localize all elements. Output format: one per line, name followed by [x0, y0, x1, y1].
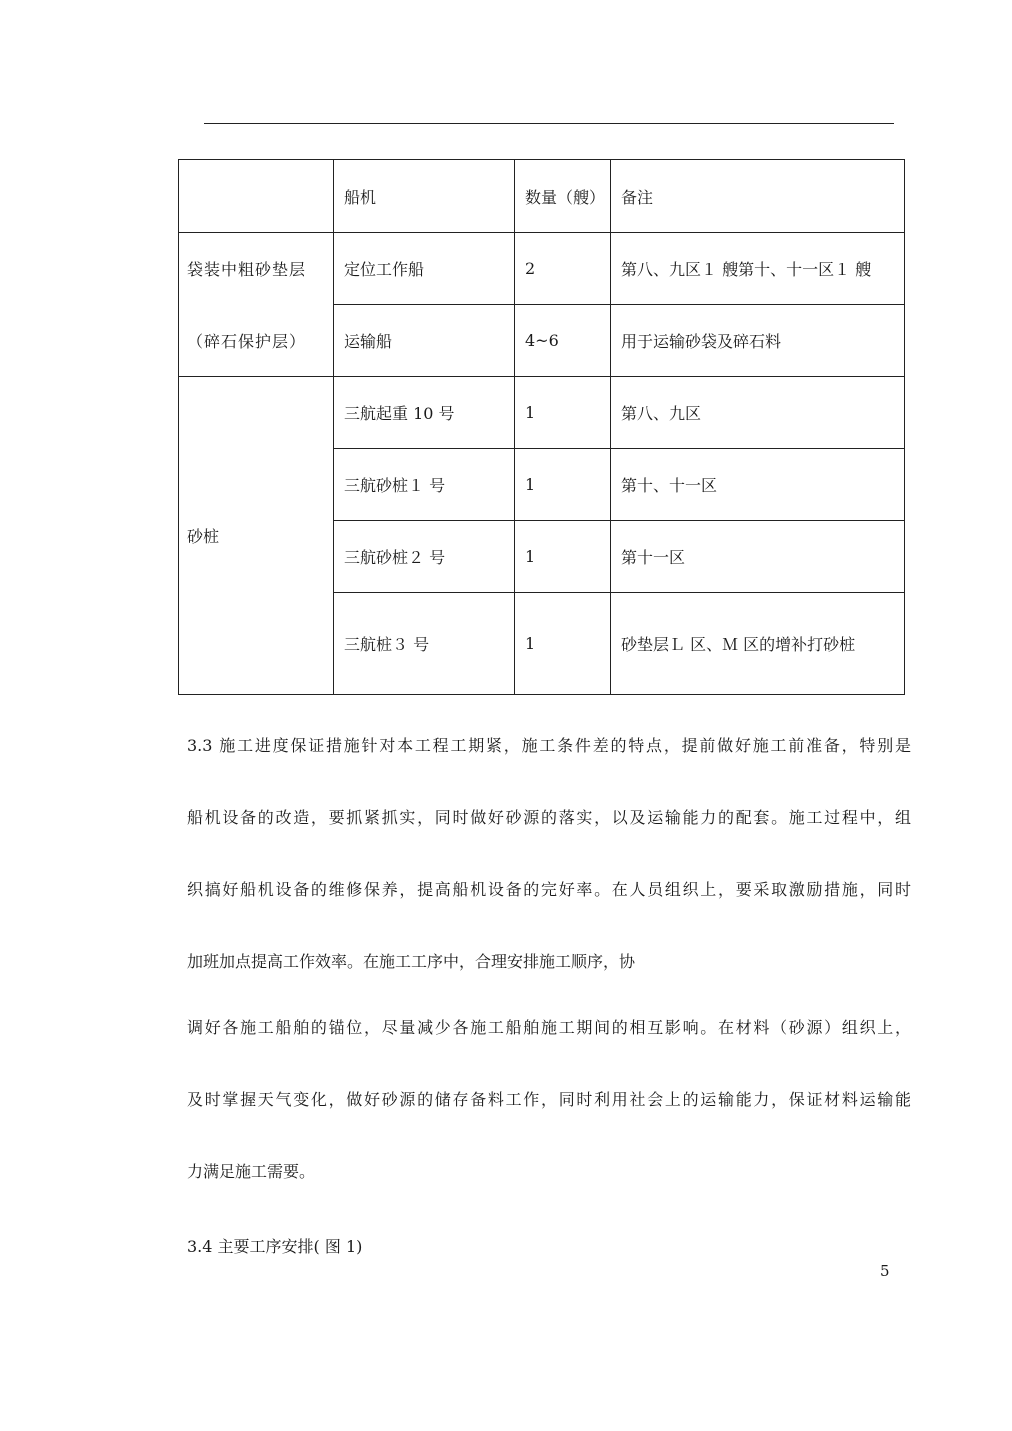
ship-cell: 定位工作船 — [334, 233, 515, 305]
table-row — [179, 233, 905, 305]
paragraph-line: 3.3 施工进度保证措施针对本工程工期紧，施工条件差的特点，提前做好施工前准备，特别是 — [187, 736, 911, 755]
header-rule — [204, 123, 894, 124]
qty-cell: 1 — [515, 449, 611, 521]
ship-cell: 运输船 — [334, 305, 515, 377]
qty-cell: 4~6 — [515, 305, 611, 377]
paragraph-line: 船机设备的改造，要抓紧抓实，同时做好砂源的落实，以及运输能力的配套。施工过程中，组 — [187, 808, 911, 827]
page-number: 5 — [880, 1262, 890, 1280]
header-cell-ship: 船机 — [334, 160, 515, 233]
table-row — [179, 305, 905, 377]
header-cell-category — [179, 160, 334, 233]
qty-cell: 1 — [515, 593, 611, 695]
qty-cell: 1 — [515, 521, 611, 593]
ship-cell: 三航起重 10 号 — [334, 377, 515, 449]
paragraph-line: 力满足施工需要。 — [187, 1162, 316, 1181]
qty-cell: 2 — [515, 233, 611, 305]
qty-cell: 1 — [515, 377, 611, 449]
group-label-text: 袋装中粗砂垫层 — [187, 260, 307, 280]
paragraph-3-3-continued — [187, 992, 911, 1208]
group-label-text: （碎石保护层） — [187, 331, 307, 351]
header-cell-note: 备注 — [611, 160, 905, 233]
ship-cell: 三航桩３ 号 — [334, 593, 515, 695]
note-cell: 第十一区 — [611, 521, 905, 593]
paragraph-3-3 — [187, 710, 911, 998]
note-cell: 砂垫层Ｌ 区、Ｍ 区的增补打砂桩 — [611, 593, 905, 695]
paragraph-line: 加班加点提高工作效率。在施工工序中，合理安排施工顺序，协 — [187, 952, 636, 971]
group-label-sand-pile: 砂桩 — [179, 377, 334, 695]
paragraph-line: 调好各施工船舶的锚位，尽量减少各施工船舶施工期间的相互影响。在材料（砂源）组织上， — [187, 1018, 911, 1037]
header-cell-qty: 数量（艘） — [515, 160, 611, 233]
note-cell: 第十、十一区 — [611, 449, 905, 521]
note-cell: 用于运输砂袋及碎石料 — [611, 305, 905, 377]
paragraph-line: 及时掌握天气变化，做好砂源的储存备料工作，同时利用社会上的运输能力，保证材料运输能 — [187, 1090, 911, 1109]
ship-cell: 三航砂桩２ 号 — [334, 521, 515, 593]
paragraph-line: 织搞好船机设备的维修保养，提高船机设备的完好率。在人员组织上，要采取激励措施，同时 — [187, 880, 911, 899]
note-cell: 第八、九区 — [611, 377, 905, 449]
table-row — [179, 377, 905, 449]
group-label-cushion-line1 — [179, 233, 334, 305]
table-header-row — [179, 160, 905, 233]
ship-cell: 三航砂桩１ 号 — [334, 449, 515, 521]
section-heading-3-4: 3.4 主要工序安排( 图 1) — [187, 1237, 363, 1256]
group-label-cushion-line2 — [179, 305, 334, 377]
note-cell: 第八、九区１ 艘第十、十一区１ 艘 — [611, 233, 905, 305]
equipment-table — [178, 159, 905, 695]
